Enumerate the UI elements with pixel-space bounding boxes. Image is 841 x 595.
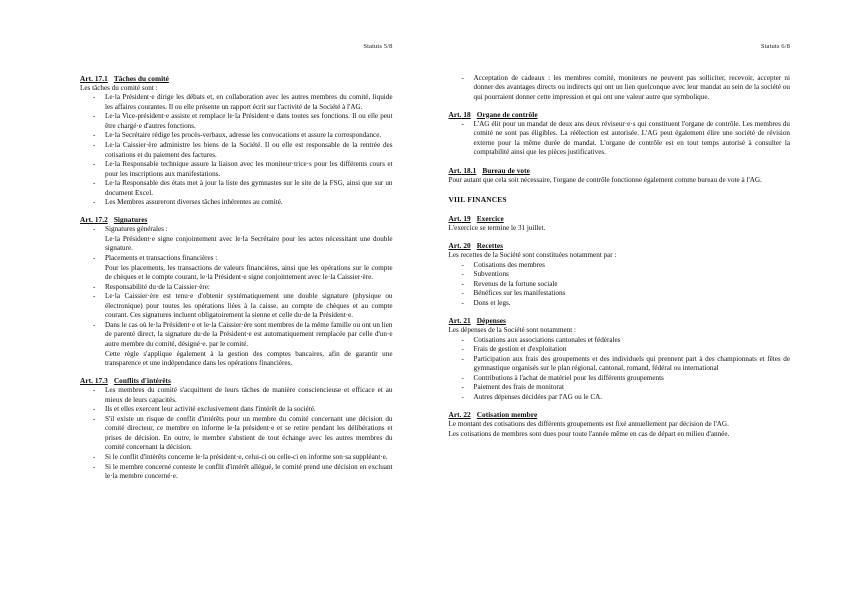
heading-art-17-3-number: Art. 17.3	[80, 376, 108, 386]
spacer	[449, 102, 791, 110]
heading-art-22	[449, 410, 791, 420]
art-19-text: L'exercice se termine le 31 juillet.	[448, 224, 546, 233]
heading-section-viii: VIII. FINANCES	[448, 194, 507, 204]
heading-art-17-2	[80, 215, 393, 225]
page-left-body	[80, 74, 393, 482]
art-17-1-lead: Les tâches du comité sont :	[80, 83, 158, 92]
list-item: - Le·la Secrétaire rédige les procès-verbaux, adresse les convocations et assure la correspondance.	[93, 131, 393, 141]
art-17-3-bullet-list	[80, 386, 393, 481]
list-item-detail: Le·la Président·e signe conjointement avec le·la Secrétaire pour les actes nécessitant une double signature.	[105, 234, 393, 253]
heading-art-21-number: Art. 21	[448, 315, 471, 325]
list-item: - Le·la Responsable des états met à jour la liste des gymnastes sur le site de la FSG, ainsi que sur un document Excel.	[93, 179, 393, 198]
list-item: - Autres dépenses décidées par l'AG ou le CA.	[462, 393, 791, 403]
heading-art-20-number: Art. 20	[448, 241, 471, 251]
list-item	[93, 225, 393, 254]
list-item: - Frais de gestion et d'exploitation	[462, 345, 791, 355]
heading-art-17-3-title: Conflits d'intérêts	[113, 376, 171, 386]
heading-art-18-1	[449, 166, 791, 176]
list-item-detail: Pour les placements, les transactions de valeurs financières, ainsi que les opérations sur le compte de chèques et le compte courant, le·la Président·e signe conjointement avec le·la Caissier·ère.	[105, 263, 393, 282]
heading-art-22-number: Art. 22	[448, 409, 471, 419]
list-item: - Paiement des frais de monitorat	[462, 383, 791, 393]
page-right	[421, 0, 841, 595]
spacer	[449, 185, 791, 195]
list-item-detail: Cette règle s'applique également à la gestion des comptes bancaires, afin de garantir une transparence et une indépendance dans les opérations financières.	[105, 349, 393, 368]
list-item: - Le·la Président·e dirige les débats et, en collaboration avec les autres membres du comité, liquide les affaires courantes. Il ou elle présente un rapport écrit sur l'activité de la Société à l'AG.	[93, 93, 393, 112]
list-item-label: Responsabilité du·de la Caissier·ère:	[105, 282, 210, 291]
heading-art-17-2-title: Signatures	[113, 215, 148, 225]
art-18-1-text: Pour autant que cela soit nécessaire, l'organe de contrôle fonctionne également comme bureau de vote à l'AG.	[448, 175, 762, 184]
list-item: - Si le membre concerné conteste le conflit d'intérêt allégué, le comité prend une décision en excluant le·la membre concerné·e.	[93, 463, 393, 482]
heading-art-18-1-title: Bureau de vote	[482, 165, 530, 175]
spacer	[449, 158, 791, 166]
page-header-right: Statuts 6/8	[760, 43, 790, 50]
list-item: - Contributions à l'achat de matériel pour les différents groupements	[462, 374, 791, 384]
list-item: - Participation aux frais des groupements et des individuels qui prennent part à des championnats et fêtes de gymnastique organisés sur le plan régional, cantonal, romand, fédéral ou international	[462, 355, 791, 374]
page-header-left: Statuts 5/8	[363, 43, 393, 50]
list-item-label: Signatures générales :	[105, 225, 168, 234]
art-21-lead: Les dépenses de la Société sont notamment :	[448, 326, 577, 335]
spacer	[449, 308, 791, 316]
list-item-label: Le·la Caissier·ère est tenu·e d'obtenir systématiquement une double signature (physique ou électronique) pour toutes les opérations liées à la caisse, au compte de chèques et au compte courant. Ces signatures incluent obligatoirement la sienne et celle du·de la Président·e.	[105, 292, 393, 320]
spacer	[80, 208, 393, 216]
list-item: - Le·la Responsable technique assure la liaison avec les moniteur·trice·s pour les différents cours et pour les inscriptions aux manifestations.	[93, 160, 393, 179]
heading-art-18-1-number: Art. 18.1	[448, 165, 477, 175]
list-item: - Les Membres assureront diverses tâches inhérentes au comité.	[93, 198, 393, 208]
art-22-paragraph-2: Les cotisations de membres sont dues pour toute l'année même en cas de départ en milieu d'année.	[448, 429, 730, 438]
list-item: - Acceptation de cadeaux : les membres comité, moniteurs ne peuvent pas solliciter, recevoir, accepter ni donner des avantages directs ou indirects qui ont un lien quelconque avec leur mandat au sein de la société ou qui pourraient donner cette impression et qui ont une valeur autre que symbolique.	[462, 74, 791, 103]
list-item-label: Dans le cas où le·la Président·e et le·la Caissier·ère sont membres de la même famille ou ont un lien de parenté direct, la signature du·de la Président·e est automatiquement remplacée par celle d'un·e autre membre du comité, désigné·e. par le comité.	[105, 320, 393, 348]
list-item-label: Placements et transactions financières :	[105, 254, 218, 263]
art-18-bullet-list	[449, 120, 791, 158]
heading-art-19-title: Exercice	[476, 213, 504, 223]
art-17-1-bullet-list	[80, 93, 393, 208]
spacer	[449, 204, 791, 214]
list-item: - Les membres du comité s'acquittent de leurs tâches de manière consciencieuse et efficace et au mieux de leurs capacités.	[93, 386, 393, 405]
heading-art-17-1-number: Art. 17.1	[80, 73, 108, 83]
spacer	[449, 234, 791, 242]
art-21-bullet-list	[449, 336, 791, 403]
list-item: - Revenus de la fortune sociale	[462, 280, 791, 290]
art-17-2-bullet-list	[80, 225, 393, 368]
list-item	[93, 292, 393, 321]
spacer	[449, 402, 791, 410]
heading-art-17-2-number: Art. 17.2	[80, 215, 108, 225]
heading-art-20	[449, 241, 791, 251]
heading-art-21-title: Dépenses	[476, 315, 506, 325]
list-item: - Le·la Caissier·ère administre les biens de la Société. Il ou elle est responsable de la rentrée des cotisations et du paiement des factures.	[93, 141, 393, 160]
list-item: - Le·la Vice-président·e assiste et remplace le·la Président·e dans toutes ses fonctions. Il ou elle peut être chargé·e d'autres fonctions.	[93, 112, 393, 131]
page-right-body	[449, 74, 791, 440]
list-item: - S'il existe un risque de conflit d'intérêts pour un membre du comité concernant une décision du comité directeur, ce membre en informe le·la président·e et se retire pendant les délibérations et prises de décision. En outre, le membre s'abstient de tout échange avec les autres membres du comité concernant la décision.	[93, 415, 393, 453]
list-item: - Dons et legs.	[462, 299, 791, 309]
heading-art-17-1	[80, 74, 393, 84]
list-item	[93, 254, 393, 283]
heading-art-17-1-title: Tâches du comité	[113, 73, 169, 83]
list-item	[93, 321, 393, 369]
list-item: - Subventions	[462, 270, 791, 280]
list-item: - Cotisations aux associations cantonales et fédérales	[462, 336, 791, 346]
list-item: - Ils et elles exercent leur activité exclusivement dans l'intérêt de la société.	[93, 405, 393, 415]
list-item: - Bénéfices sur les manifestations	[462, 289, 791, 299]
list-item: - L'AG élit pour un mandat de deux ans deux réviseur·e·s qui constituent l'organe de contrôle. Les membres du comité ne sont pas éligibles. La réélection est autorisée. L'AG peut également élire une société de révision externe pour la même durée de mandat. L'organe de contrôle est en tout temps autorisé à consulter la comptabilité ainsi que les pièces justificatives.	[462, 120, 791, 158]
heading-art-18-number: Art. 18	[448, 109, 471, 119]
art-22-paragraph-1: Le montant des cotisations des différents groupements est fixé annuellement par décision de l'AG.	[448, 420, 729, 429]
heading-art-18-title: Organe de contrôle	[476, 109, 538, 119]
heading-art-21	[449, 316, 791, 326]
spacer	[80, 369, 393, 377]
list-item: - Si le conflit d'intérêts concerne le·la président·e, celui-ci ou celle-ci en informe son·sa suppléant·e.	[93, 453, 393, 463]
list-item	[93, 283, 393, 293]
list-item: - Cotisations des membres	[462, 261, 791, 271]
heading-art-19	[449, 214, 791, 224]
heading-art-19-number: Art. 19	[448, 213, 471, 223]
heading-art-17-3	[80, 376, 393, 386]
art-20-lead: Les recettes de la Société sont constituées notamment par :	[448, 251, 617, 260]
heading-art-20-title: Recettes	[476, 241, 504, 251]
heading-art-18	[449, 110, 791, 120]
art-20-bullet-list	[449, 261, 791, 309]
heading-art-22-title: Cotisation membre	[476, 409, 538, 419]
right-page-top-bullet-list	[449, 74, 791, 103]
